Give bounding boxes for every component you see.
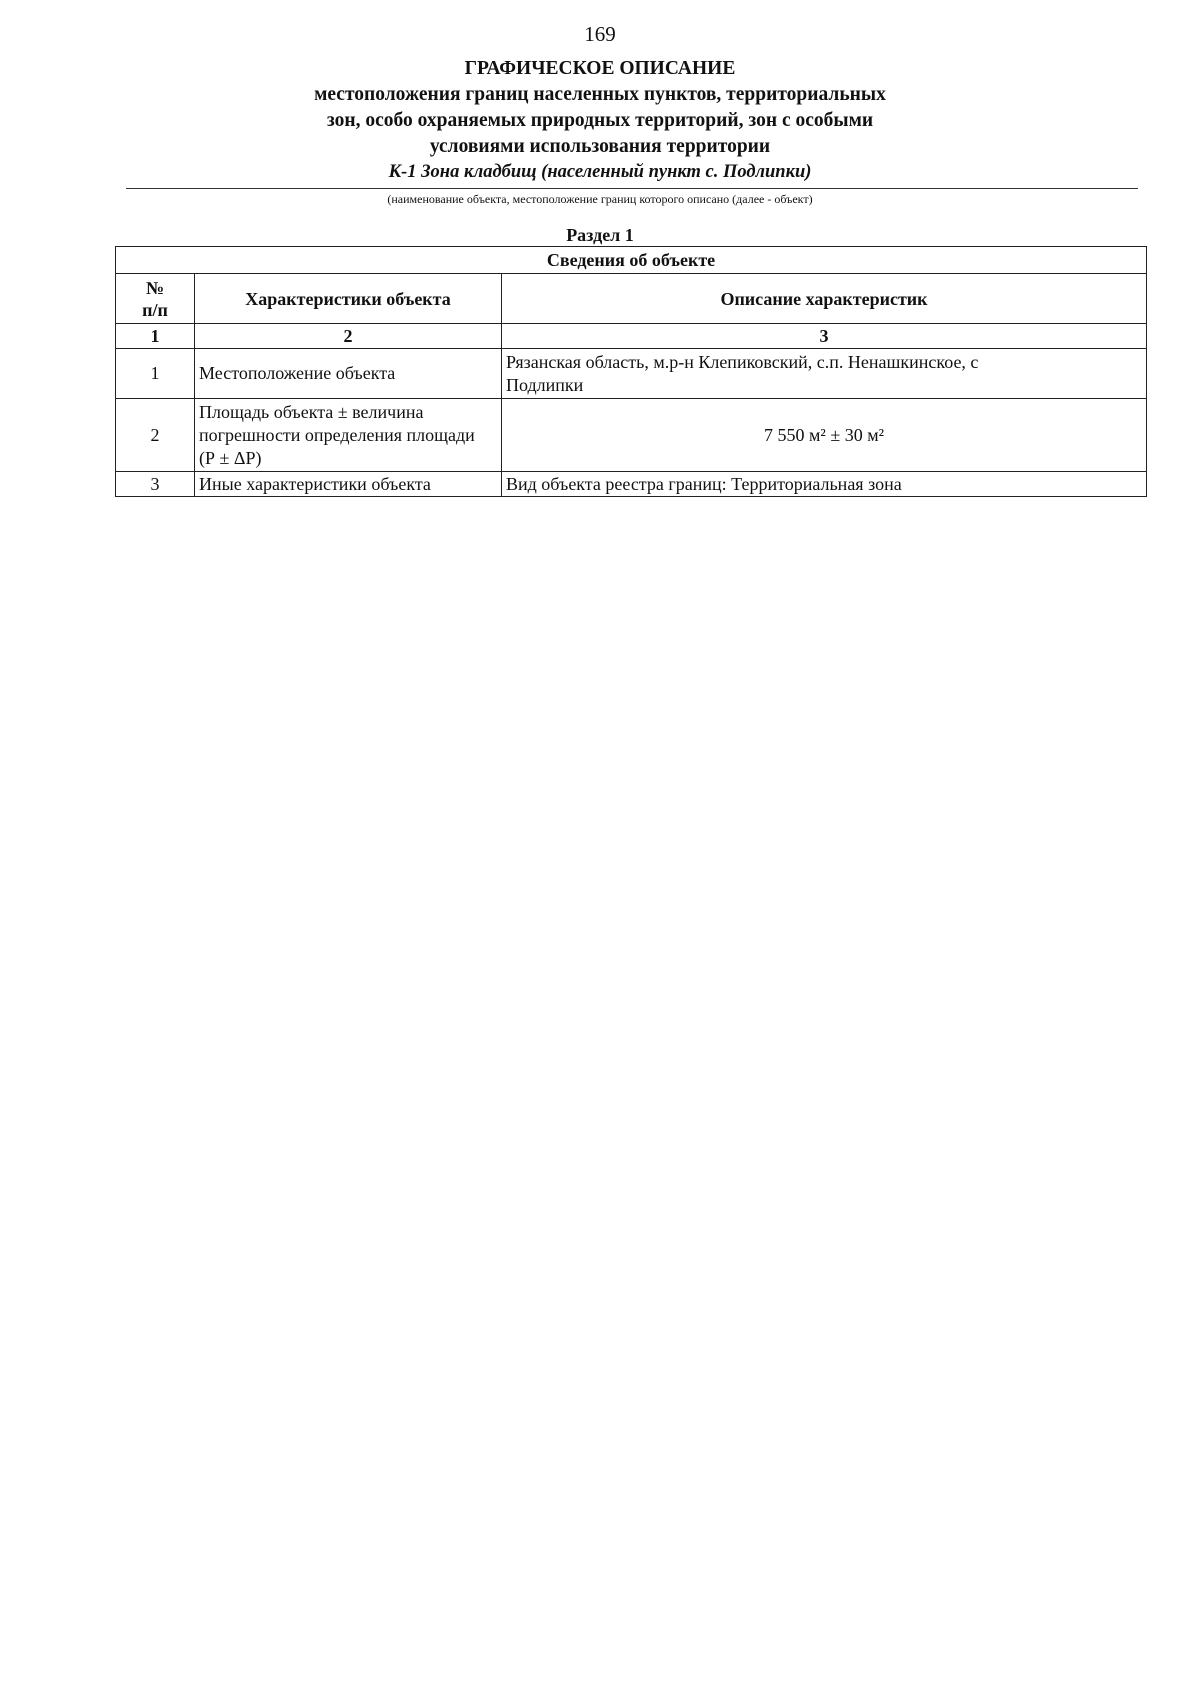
document-subtitle-line-3: условиями использования территории (429, 136, 771, 157)
column-header-num-line-1: № (145, 277, 165, 298)
row-description (502, 349, 1147, 399)
column-index-3: 3 (502, 324, 1147, 349)
object-name: К-1 Зона кладбищ (населенный пункт с. Подлипки) (388, 162, 812, 182)
column-header-num (116, 274, 195, 324)
table-header-row (116, 274, 1147, 324)
row-characteristic-line: Иные характеристики объекта (199, 473, 431, 494)
row-characteristic-line: Площадь объекта ± величина (199, 401, 424, 422)
document-header (0, 56, 1200, 160)
table-row (116, 399, 1147, 472)
section-title: Раздел 1 (566, 225, 634, 245)
object-name-caption: (наименование объекта, местоположение границ которого описано (далее - объект) (387, 192, 813, 206)
table-caption: Сведения об объекте (116, 247, 1147, 274)
row-characteristic (195, 472, 502, 497)
column-header-description: Описание характеристик (502, 274, 1147, 324)
table-row (116, 472, 1147, 497)
document-subtitle-line-2: зон, особо охраняемых природных территорий, зон с особыми (326, 110, 874, 131)
table-row (116, 349, 1147, 399)
column-header-characteristic: Характеристики объекта (195, 274, 502, 324)
object-name-underline (126, 188, 1138, 189)
column-index-2: 2 (195, 324, 502, 349)
page-number: 169 (584, 22, 616, 46)
row-characteristic (195, 349, 502, 399)
column-header-num-line-2: п/п (142, 299, 168, 320)
row-description-line: Рязанская область, м.р-н Клепиковский, с.п. Ненашкинское, с (506, 351, 979, 372)
document-title: ГРАФИЧЕСКОЕ ОПИСАНИЕ (464, 58, 736, 79)
row-num: 1 (116, 349, 195, 399)
document-subtitle-line-1: местоположения границ населенных пунктов, территориальных (314, 84, 886, 105)
row-characteristic (195, 399, 502, 472)
table-caption-row (116, 247, 1147, 274)
column-index-row (116, 324, 1147, 349)
object-info-table (115, 246, 1147, 497)
row-num: 2 (116, 399, 195, 472)
row-description (502, 399, 1147, 472)
row-description-line: Подлипки (506, 374, 584, 395)
row-description-line: Вид объекта реестра границ: Территориальная зона (506, 473, 902, 494)
row-description (502, 472, 1147, 497)
row-characteristic-line: погрешности определения площади (199, 424, 475, 445)
row-num: 3 (116, 472, 195, 497)
column-index-1: 1 (116, 324, 195, 349)
row-characteristic-line: (Р ± ΔР) (199, 447, 262, 468)
row-description-line: 7 550 м² ± 30 м² (764, 424, 884, 445)
row-characteristic-line: Местоположение объекта (199, 363, 396, 383)
